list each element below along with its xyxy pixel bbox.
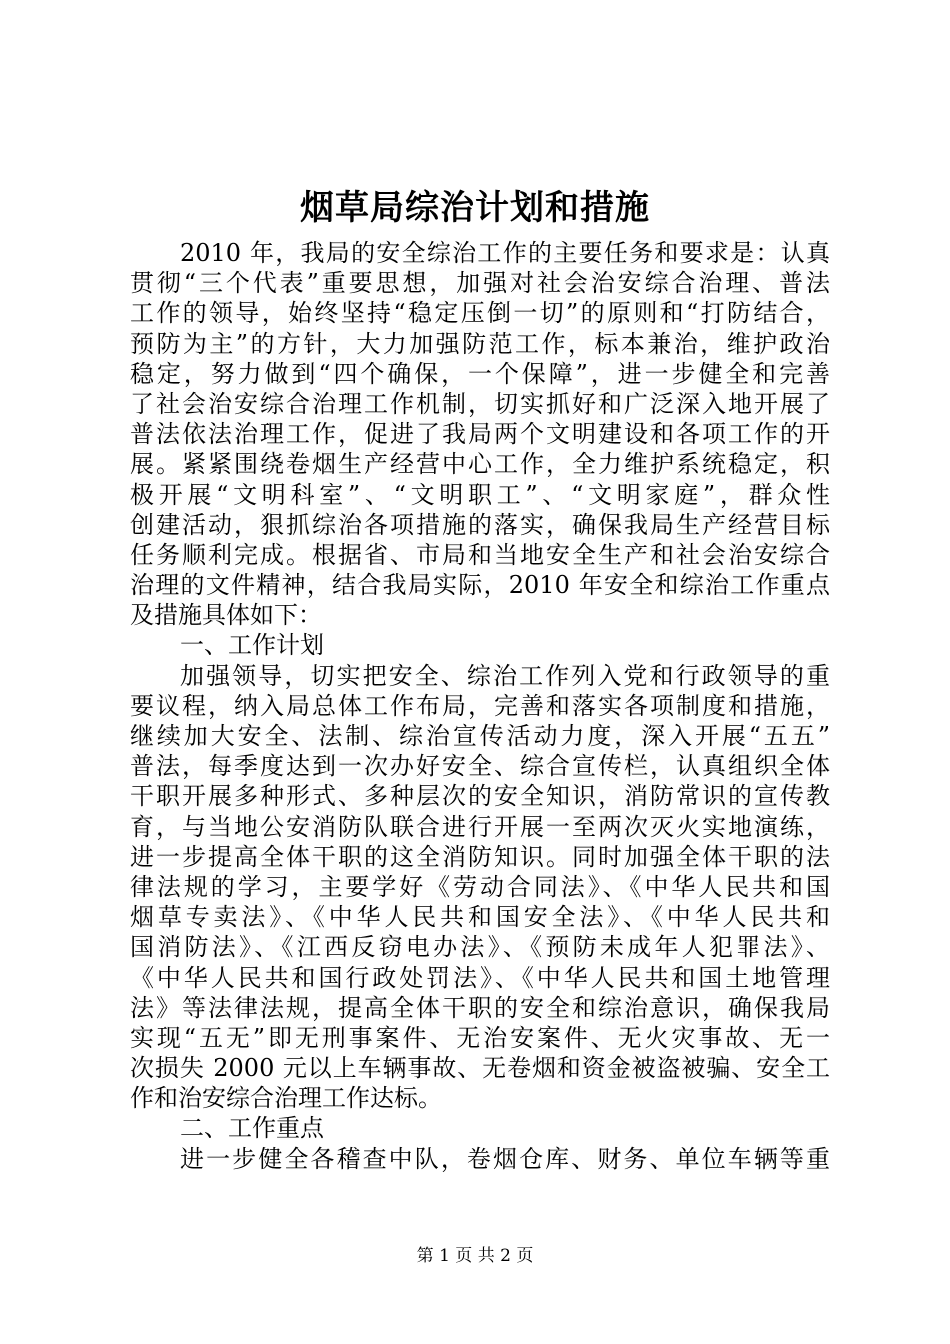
page-footer: 第 1 页 共 2 页 bbox=[416, 1246, 534, 1266]
paragraph-line: 国消防法》、《江西反窃电办法》、《预防未成年人犯罪法》、 bbox=[130, 933, 830, 962]
paragraph-line: 加强领导，切实把安全、综治工作列入党和行政领导的重 bbox=[180, 661, 830, 690]
paragraph-line: 普法依法治理工作，促进了我局两个文明建设和各项工作的开 bbox=[130, 420, 830, 449]
paragraph-line: 创建活动，狠抓综治各项措施的落实，确保我局生产经营目标 bbox=[130, 510, 830, 539]
paragraph-line: 普法，每季度达到一次办好安全、综合宣传栏，认真组织全体 bbox=[130, 752, 830, 781]
paragraph-line: 2010 年，我局的安全综治工作的主要任务和要求是：认真 bbox=[180, 239, 830, 267]
paragraph-line: 法》等法律法规，提高全体干职的安全和综治意识，确保我局 bbox=[130, 993, 830, 1022]
paragraph-line: 《中华人民共和国行政处罚法》、《中华人民共和国土地管理 bbox=[130, 963, 830, 992]
section-heading: 一、工作计划 bbox=[180, 631, 324, 660]
paragraph-line: 干职开展多种形式、多种层次的安全知识，消防常识的宣传教 bbox=[130, 782, 830, 811]
paragraph-line: 要议程，纳入局总体工作布局，完善和落实各项制度和措施， bbox=[130, 691, 830, 720]
paragraph-line: 稳定，努力做到“四个确保，一个保障”，进一步健全和完善 bbox=[130, 359, 830, 388]
paragraph-line: 育，与当地公安消防队联合进行开展一至两次灭火实地演练， bbox=[130, 812, 830, 841]
paragraph-line: 贯彻“三个代表”重要思想，加强对社会治安综合治理、普法 bbox=[130, 269, 830, 298]
paragraph-line: 预防为主”的方针，大力加强防范工作，标本兼治，维护政治 bbox=[130, 329, 830, 358]
section-heading: 二、工作重点 bbox=[180, 1114, 324, 1143]
paragraph-line: 治理的文件精神，结合我局实际，2010 年安全和综治工作重点 bbox=[130, 571, 830, 600]
paragraph-line: 作和治安综合治理工作达标。 bbox=[130, 1084, 442, 1113]
paragraph-line: 极开展“文明科室”、“文明职工”、“文明家庭”，群众性 bbox=[130, 480, 830, 509]
paragraph-line: 及措施具体如下： bbox=[130, 601, 322, 630]
paragraph-line: 实现“五无”即无刑事案件、无治安案件、无火灾事故、无一 bbox=[130, 1023, 830, 1052]
paragraph-line: 继续加大安全、法制、综治宣传活动力度，深入开展“五五” bbox=[130, 722, 830, 750]
paragraph-line: 任务顺利完成。根据省、市局和当地安全生产和社会治安综合 bbox=[130, 540, 830, 569]
paragraph-line: 进一步健全各稽查中队，卷烟仓库、财务、单位车辆等重 bbox=[180, 1144, 830, 1173]
paragraph-line: 进一步提高全体干职的这全消防知识。同时加强全体干职的法 bbox=[130, 842, 830, 871]
paragraph-line: 烟草专卖法》、《中华人民共和国安全法》、《中华人民共和 bbox=[130, 903, 830, 932]
document-body bbox=[130, 238, 830, 1174]
paragraph-line: 次损失 2000 元以上车辆事故、无卷烟和资金被盗被骗、安全工 bbox=[130, 1054, 830, 1083]
paragraph-line: 律法规的学习，主要学好《劳动合同法》、《中华人民共和国 bbox=[130, 872, 830, 901]
document-title: 烟草局综治计划和措施 bbox=[300, 188, 650, 228]
paragraph-line: 展。紧紧围绕卷烟生产经营中心工作，全力维护系统稳定，积 bbox=[130, 450, 830, 479]
paragraph-line: 工作的领导，始终坚持“稳定压倒一切”的原则和“打防结合， bbox=[130, 299, 830, 328]
paragraph-line: 了社会治安综合治理工作机制，切实抓好和广泛深入地开展了 bbox=[130, 389, 830, 418]
